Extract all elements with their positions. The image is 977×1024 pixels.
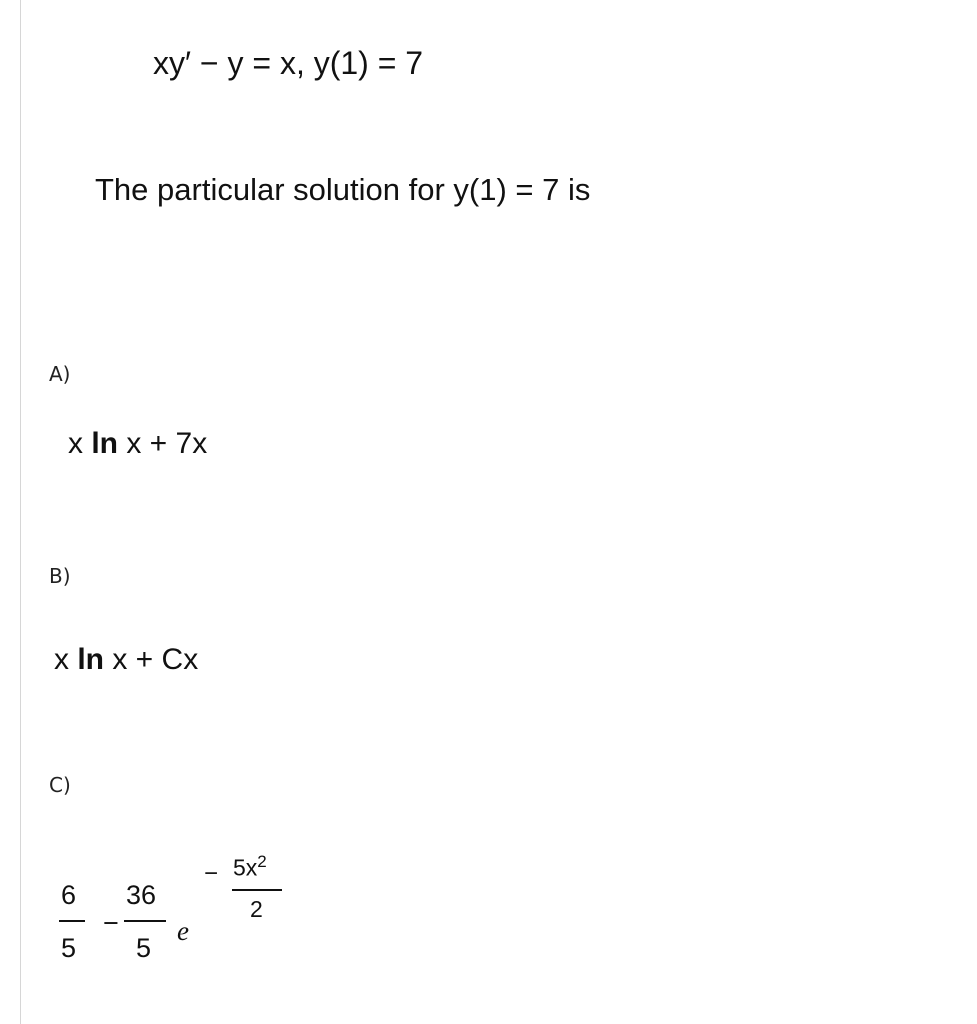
fraction-1-bar (59, 920, 85, 922)
option-b-expression[interactable] (54, 643, 198, 677)
fraction-1-denominator: 5 (61, 933, 77, 963)
option-a-prefix: x (68, 427, 92, 460)
option-a-ln: ln (91, 427, 119, 460)
option-a-suffix: x + 7x (118, 427, 208, 460)
fraction-2-denominator: 5 (136, 933, 152, 963)
fraction-1-numerator: 6 (61, 880, 77, 910)
exponent-fraction-bar (232, 889, 282, 891)
option-b-ln: ln (77, 643, 105, 676)
differential-equation: xy′ − y = x, y(1) = 7 (153, 45, 424, 81)
exponent-numerator-power: 2 (257, 852, 267, 871)
option-a-expression[interactable] (68, 427, 207, 461)
exponent-numerator-base: 5x (233, 854, 258, 881)
fraction-2-numerator: 36 (126, 880, 157, 910)
question-prompt: The particular solution for y(1) = 7 is (95, 172, 591, 207)
option-a-label[interactable]: A) (49, 362, 71, 386)
exponent-denominator: 2 (250, 896, 263, 922)
exponent-numerator (233, 852, 267, 882)
minus-sign: − (103, 908, 119, 938)
exponent-minus-sign: − (204, 860, 219, 887)
left-divider (20, 0, 21, 1024)
fraction-2-bar (124, 920, 166, 922)
option-b-suffix: x + Cx (104, 643, 199, 676)
option-c-label[interactable]: C) (49, 773, 71, 797)
option-b-prefix: x (54, 643, 78, 676)
option-b-label[interactable]: B) (49, 564, 71, 588)
base-e: e (177, 916, 189, 946)
